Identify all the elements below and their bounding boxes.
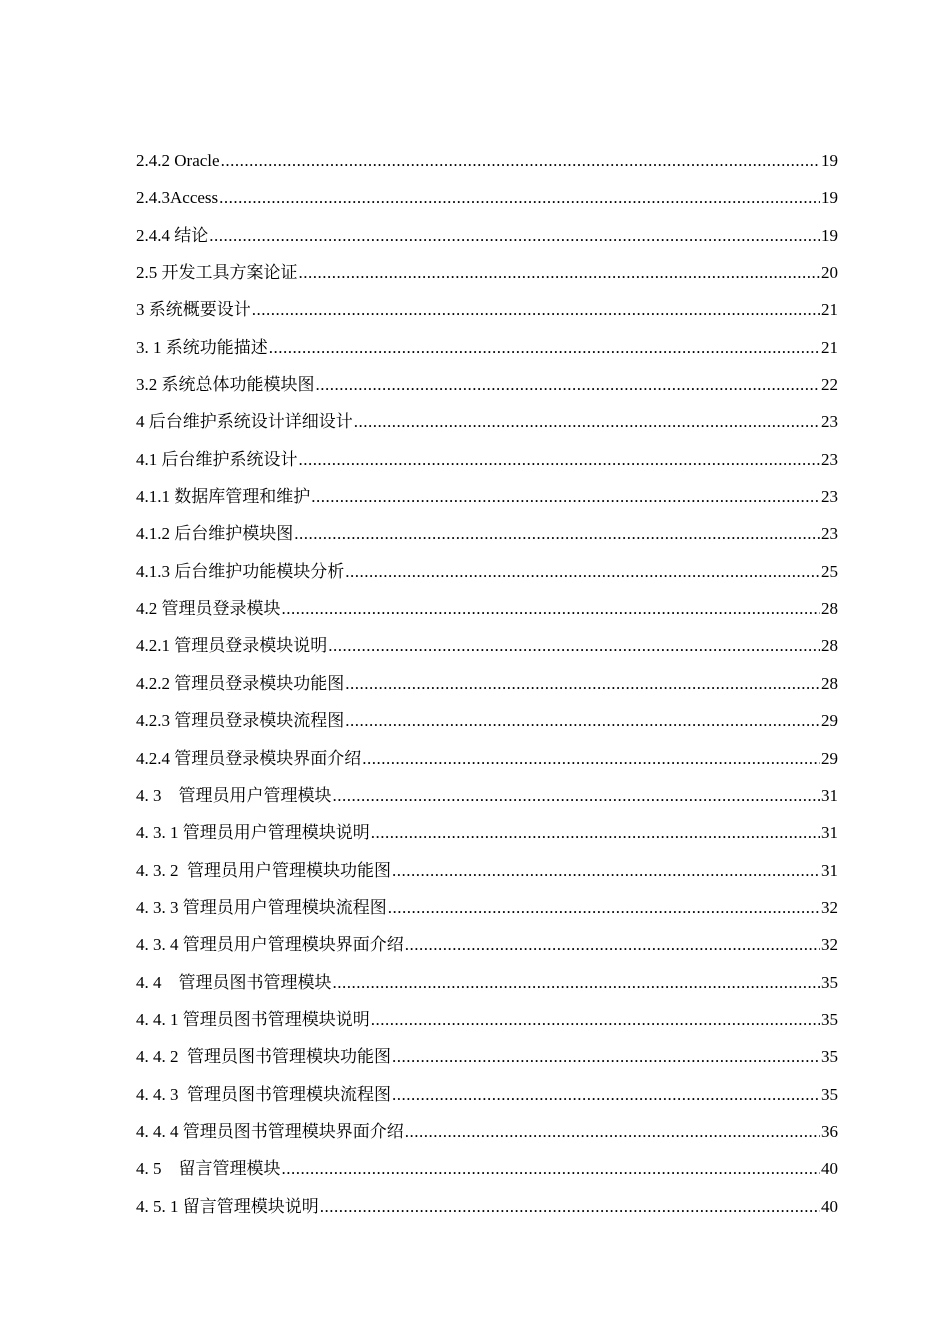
- toc-entry-title: 3 系统概要设计: [136, 300, 251, 320]
- toc-entry-title: 4. 4. 2 管理员图书管理模块功能图: [136, 1047, 391, 1067]
- toc-entry-title: 2.4.4 结论: [136, 225, 209, 245]
- toc-entry[interactable]: [136, 329, 838, 366]
- toc-entry-title: 4. 3 管理员用户管理模块: [136, 785, 332, 805]
- toc-entry-title: 4.1.3 后台维护功能模块分析: [136, 561, 345, 581]
- toc-entry-page-number: 28: [821, 636, 838, 656]
- toc-dot-leader: [320, 1188, 820, 1225]
- toc-entry-title: 4. 4. 1 管理员图书管理模块说明: [136, 1009, 370, 1029]
- toc-entry[interactable]: [136, 1038, 838, 1075]
- toc-entry[interactable]: [136, 627, 838, 664]
- toc-entry-page-number: 35: [821, 1009, 838, 1029]
- toc-entry-title: 3. 1 系统功能描述: [136, 337, 268, 357]
- toc-entry-page-number: 23: [821, 524, 838, 544]
- toc-entry-title: 4.1 后台维护系统设计: [136, 449, 298, 469]
- toc-entry[interactable]: [136, 1150, 838, 1187]
- toc-entry-title: 4.2.1 管理员登录模块说明: [136, 636, 328, 656]
- toc-dot-leader: [294, 515, 820, 552]
- toc-entry[interactable]: [136, 702, 838, 739]
- toc-entry-page-number: 23: [821, 487, 838, 507]
- toc-entry-page-number: 32: [821, 935, 838, 955]
- toc-entry-title: 4. 4. 3 管理员图书管理模块流程图: [136, 1084, 391, 1104]
- toc-entry-title: 4.2.4 管理员登录模块界面介绍: [136, 748, 362, 768]
- toc-entry[interactable]: [136, 590, 838, 627]
- toc-entry-page-number: 28: [821, 599, 838, 619]
- toc-entry[interactable]: [136, 291, 838, 328]
- toc-entry[interactable]: [136, 889, 838, 926]
- toc-dot-leader: [388, 889, 820, 926]
- toc-entry[interactable]: [136, 515, 838, 552]
- toc-entry[interactable]: [136, 1188, 838, 1225]
- toc-entry-page-number: 23: [821, 412, 838, 432]
- toc-entry-page-number: 23: [821, 449, 838, 469]
- toc-entry-title: 4. 4 管理员图书管理模块: [136, 972, 332, 992]
- toc-dot-leader: [345, 702, 820, 739]
- toc-entry[interactable]: [136, 403, 838, 440]
- toc-entry-page-number: 19: [821, 151, 838, 170]
- toc-dot-leader: [221, 142, 820, 179]
- toc-entry[interactable]: [136, 254, 838, 291]
- toc-dot-leader: [282, 1150, 821, 1187]
- toc-dot-leader: [392, 852, 820, 889]
- toc-entry-page-number: 19: [821, 188, 838, 208]
- toc-dot-leader: [333, 964, 821, 1001]
- toc-entry-title: 4. 5. 1 留言管理模块说明: [136, 1196, 319, 1216]
- toc-entry-page-number: 40: [821, 1159, 838, 1179]
- toc-entry-title: 4. 3. 1 管理员用户管理模块说明: [136, 823, 370, 843]
- table-of-contents: [136, 142, 838, 1225]
- toc-entry-page-number: 31: [821, 860, 838, 880]
- toc-entry-page-number: 35: [821, 972, 838, 992]
- toc-entry[interactable]: [136, 179, 838, 216]
- toc-dot-leader: [269, 329, 820, 366]
- toc-entry-title: 2.5 开发工具方案论证: [136, 263, 298, 283]
- toc-dot-leader: [299, 254, 821, 291]
- toc-entry-page-number: 32: [821, 897, 838, 917]
- toc-dot-leader: [362, 740, 820, 777]
- toc-entry-page-number: 28: [821, 673, 838, 693]
- toc-entry-title: 4.2 管理员登录模块: [136, 599, 281, 619]
- toc-entry-page-number: 31: [821, 785, 838, 805]
- toc-entry[interactable]: [136, 478, 838, 515]
- toc-entry-page-number: 35: [821, 1047, 838, 1067]
- toc-entry[interactable]: [136, 814, 838, 851]
- toc-entry-title: 4. 3. 3 管理员用户管理模块流程图: [136, 897, 387, 917]
- toc-entry[interactable]: [136, 665, 838, 702]
- toc-dot-leader: [299, 441, 821, 478]
- toc-dot-leader: [345, 665, 820, 702]
- toc-entry-page-number: 40: [821, 1196, 838, 1216]
- toc-dot-leader: [392, 1038, 820, 1075]
- toc-dot-leader: [311, 478, 820, 515]
- toc-entry[interactable]: [136, 1001, 838, 1038]
- toc-entry[interactable]: [136, 777, 838, 814]
- toc-entry-page-number: 22: [821, 375, 838, 395]
- toc-entry-title: 2.4.2 Oracle: [136, 151, 220, 170]
- toc-dot-leader: [333, 777, 821, 814]
- toc-entry[interactable]: [136, 964, 838, 1001]
- toc-entry-page-number: 21: [821, 337, 838, 357]
- toc-dot-leader: [354, 403, 820, 440]
- toc-entry-page-number: 25: [821, 561, 838, 581]
- toc-entry-page-number: 36: [821, 1121, 838, 1141]
- toc-entry[interactable]: [136, 441, 838, 478]
- toc-entry[interactable]: [136, 217, 838, 254]
- toc-entry-page-number: 19: [821, 225, 838, 245]
- toc-entry[interactable]: [136, 1113, 838, 1150]
- toc-entry[interactable]: [136, 366, 838, 403]
- toc-entry-page-number: 31: [821, 823, 838, 843]
- toc-entry-title: 3.2 系统总体功能模块图: [136, 375, 315, 395]
- toc-entry-title: 4.2.3 管理员登录模块流程图: [136, 711, 345, 731]
- toc-entry[interactable]: [136, 926, 838, 963]
- toc-dot-leader: [252, 291, 820, 328]
- toc-entry-page-number: 20: [821, 263, 838, 283]
- toc-dot-leader: [405, 1113, 820, 1150]
- toc-entry-title: 2.4.3Access: [136, 188, 219, 208]
- toc-entry-title: 4. 4. 4 管理员图书管理模块界面介绍: [136, 1121, 404, 1141]
- toc-entry-title: 4. 3. 4 管理员用户管理模块界面介绍: [136, 935, 404, 955]
- toc-entry-page-number: 29: [821, 711, 838, 731]
- toc-entry[interactable]: [136, 142, 838, 179]
- toc-dot-leader: [316, 366, 821, 403]
- toc-entry-page-number: 29: [821, 748, 838, 768]
- toc-dot-leader: [405, 926, 820, 963]
- toc-dot-leader: [371, 814, 820, 851]
- toc-dot-leader: [345, 553, 820, 590]
- toc-entry[interactable]: [136, 740, 838, 777]
- toc-dot-leader: [209, 217, 820, 254]
- toc-entry-title: 4.1.2 后台维护模块图: [136, 524, 294, 544]
- toc-entry-title: 4.2.2 管理员登录模块功能图: [136, 673, 345, 693]
- toc-entry-title: 4.1.1 数据库管理和维护: [136, 487, 311, 507]
- toc-dot-leader: [282, 590, 821, 627]
- toc-entry-title: 4. 3. 2 管理员用户管理模块功能图: [136, 860, 391, 880]
- toc-entry[interactable]: [136, 553, 838, 590]
- toc-entry-title: 4. 5 留言管理模块: [136, 1159, 281, 1179]
- toc-entry-page-number: 21: [821, 300, 838, 320]
- toc-dot-leader: [392, 1076, 820, 1113]
- toc-dot-leader: [328, 627, 820, 664]
- toc-entry[interactable]: [136, 852, 838, 889]
- toc-entry-title: 4 后台维护系统设计详细设计: [136, 412, 353, 432]
- toc-entry-page-number: 35: [821, 1084, 838, 1104]
- toc-dot-leader: [219, 179, 820, 216]
- toc-dot-leader: [371, 1001, 820, 1038]
- toc-entry[interactable]: [136, 1076, 838, 1113]
